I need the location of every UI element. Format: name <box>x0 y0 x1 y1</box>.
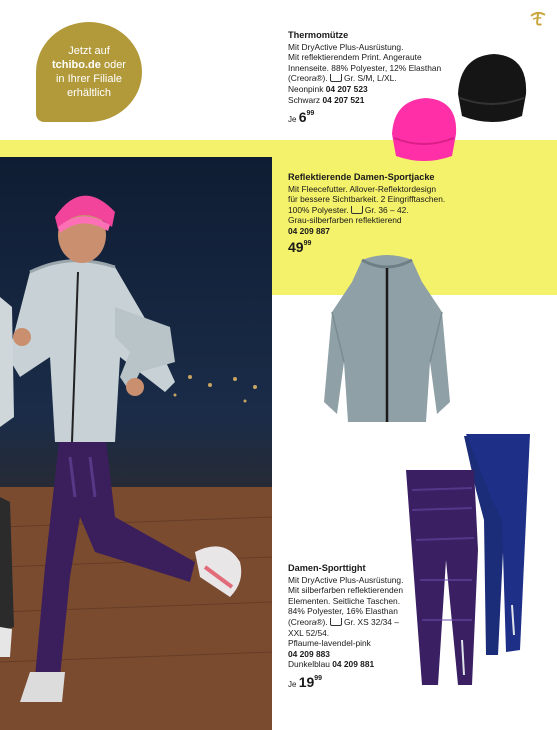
variant-label: Neonpink <box>288 83 324 94</box>
price <box>288 674 414 691</box>
product-desc-line: Grau-silberfarben reflektierend <box>288 215 402 226</box>
runner-photo <box>0 157 272 730</box>
product-title: Damen-Sporttight <box>288 563 366 573</box>
price-cents: 99 <box>303 239 312 247</box>
badge-line1: Jetzt auf <box>68 45 110 57</box>
product-desc-line: Elementen. Seitliche Taschen. <box>288 595 401 606</box>
price-cents: 99 <box>306 110 315 118</box>
price-prefix: Je <box>288 115 297 125</box>
product-desc-line: Mit DryActive Plus-Ausrüstung. <box>288 574 404 585</box>
product-desc-line: Innenseite. 88% Polyester, 12% Elasthan <box>288 62 442 73</box>
product-desc-line: Pflaume-lavendel-pink <box>288 638 371 649</box>
product-size-line: Gr. S/M, L/XL. <box>344 73 397 84</box>
product-desc-line: Mit silberfarben reflektierenden <box>288 585 403 596</box>
product-desc-line: (Creora®). <box>288 73 328 84</box>
article-number: 04 207 521 <box>322 94 365 105</box>
product-desc-line: Mit Fleecefutter. Allover-Reflektordesign <box>288 183 437 194</box>
badge-line5: erhältlich <box>66 87 112 99</box>
product-size-line: Gr. 36 – 42. <box>364 204 409 215</box>
product-desc-line: Mit reflektierendem Print. Angeraute <box>288 52 422 63</box>
wash-icon <box>330 74 342 82</box>
article-number: 04 209 883 <box>288 648 330 659</box>
black-beanie-image <box>450 50 532 126</box>
price-main: 6 <box>298 109 307 126</box>
article-number: 04 207 523 <box>325 83 368 94</box>
product-desc-line: für bessere Sichtbarkeit. 2 Eingrifftaschen. <box>288 194 446 205</box>
runner-illustration <box>0 157 272 730</box>
product-desc-line: 84% Polyester, 16% Elasthan <box>288 606 398 617</box>
article-number: 04 209 887 <box>288 225 330 236</box>
price-cents: 99 <box>314 674 323 682</box>
jacket-image <box>322 252 452 432</box>
badge-line3: oder <box>103 59 126 71</box>
product-title: Thermomütze <box>288 30 349 40</box>
tchibo-logo-icon <box>529 10 547 28</box>
variant-label: Dunkelblau <box>288 659 330 670</box>
product-size-line: Gr. XS 32/34 – <box>344 616 399 627</box>
badge-url[interactable]: tchibo.de <box>52 59 101 71</box>
product-title: Reflektierende Damen-Sportjacke <box>288 172 435 182</box>
article-number: 04 209 881 <box>332 659 375 670</box>
product-desc-line: XXL 52/54. <box>288 627 330 638</box>
product-desc-line: Mit DryActive Plus-Ausrüstung. <box>288 41 404 52</box>
price-prefix: Je <box>288 679 297 689</box>
price-main: 19 <box>298 673 315 690</box>
variant-label: Schwarz <box>288 94 321 105</box>
price-main: 49 <box>288 238 304 255</box>
wash-icon <box>330 618 342 626</box>
product-sporttight <box>288 563 414 691</box>
availability-badge <box>36 22 142 122</box>
product-desc-line: (Creora®). <box>288 616 328 627</box>
sporttight-image <box>402 430 532 695</box>
product-desc-line: 100% Polyester. <box>288 204 349 215</box>
product-sportjacke <box>288 172 478 255</box>
pink-beanie-image <box>386 94 462 166</box>
badge-line4: in Ihrer Filiale <box>55 73 123 85</box>
wash-icon <box>351 206 363 214</box>
